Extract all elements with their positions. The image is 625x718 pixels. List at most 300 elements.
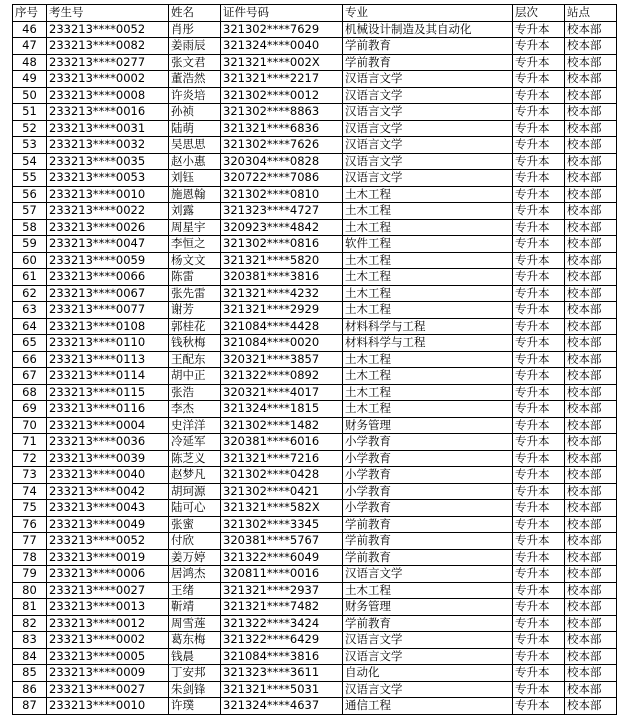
cell-level: 专升本 <box>513 434 565 451</box>
cell-site: 校本部 <box>565 417 617 434</box>
cell-name: 陈芝义 <box>169 450 221 467</box>
cell-name: 刘露 <box>169 203 221 220</box>
table-row <box>13 87 617 104</box>
cell-index: 78 <box>13 549 47 566</box>
cell-major: 土木工程 <box>343 401 513 418</box>
table-row <box>13 434 617 451</box>
table-row <box>13 549 617 566</box>
cell-level: 专升本 <box>513 302 565 319</box>
cell-site: 校本部 <box>565 269 617 286</box>
cell-exam-number: 233213****0059 <box>47 252 169 269</box>
cell-level: 专升本 <box>513 384 565 401</box>
cell-index: 73 <box>13 467 47 484</box>
cell-name: 王绪 <box>169 582 221 599</box>
cell-exam-number: 233213****0010 <box>47 186 169 203</box>
table-row <box>13 368 617 385</box>
cell-site: 校本部 <box>565 252 617 269</box>
cell-index: 54 <box>13 153 47 170</box>
cell-site: 校本部 <box>565 104 617 121</box>
table-row <box>13 302 617 319</box>
cell-major: 小学教育 <box>343 500 513 517</box>
cell-id-number: 320811****0016 <box>221 566 343 583</box>
cell-major: 汉语言文学 <box>343 71 513 88</box>
cell-exam-number: 233213****0019 <box>47 549 169 566</box>
cell-major: 土木工程 <box>343 203 513 220</box>
cell-exam-number: 233213****0042 <box>47 483 169 500</box>
cell-major: 汉语言文学 <box>343 87 513 104</box>
cell-site: 校本部 <box>565 186 617 203</box>
cell-exam-number: 233213****0113 <box>47 351 169 368</box>
cell-id-number: 321321****4232 <box>221 285 343 302</box>
cell-index: 76 <box>13 516 47 533</box>
header-col-id-number: 证件号码 <box>221 5 343 22</box>
cell-level: 专升本 <box>513 665 565 682</box>
cell-name: 胡中正 <box>169 368 221 385</box>
table-row <box>13 38 617 55</box>
cell-major: 财务管理 <box>343 417 513 434</box>
cell-id-number: 321322****6429 <box>221 632 343 649</box>
cell-exam-number: 233213****0008 <box>47 87 169 104</box>
cell-id-number: 320381****3816 <box>221 269 343 286</box>
cell-index: 60 <box>13 252 47 269</box>
cell-level: 专升本 <box>513 87 565 104</box>
cell-name: 胡珂源 <box>169 483 221 500</box>
cell-index: 50 <box>13 87 47 104</box>
table-row <box>13 483 617 500</box>
cell-site: 校本部 <box>565 549 617 566</box>
cell-site: 校本部 <box>565 203 617 220</box>
cell-name: 张浩 <box>169 384 221 401</box>
cell-site: 校本部 <box>565 54 617 71</box>
cell-major: 自动化 <box>343 665 513 682</box>
cell-major: 土木工程 <box>343 285 513 302</box>
cell-site: 校本部 <box>565 450 617 467</box>
cell-exam-number: 233213****0013 <box>47 599 169 616</box>
cell-level: 专升本 <box>513 368 565 385</box>
table-row <box>13 698 617 715</box>
cell-site: 校本部 <box>565 467 617 484</box>
cell-exam-number: 233213****0114 <box>47 368 169 385</box>
cell-id-number: 320722****7086 <box>221 170 343 187</box>
cell-id-number: 321321****6836 <box>221 120 343 137</box>
cell-exam-number: 233213****0002 <box>47 71 169 88</box>
cell-id-number: 321302****0421 <box>221 483 343 500</box>
cell-id-number: 320304****0828 <box>221 153 343 170</box>
table-row <box>13 285 617 302</box>
cell-exam-number: 233213****0022 <box>47 203 169 220</box>
cell-major: 学前教育 <box>343 533 513 550</box>
cell-name: 陈雷 <box>169 269 221 286</box>
cell-site: 校本部 <box>565 351 617 368</box>
cell-site: 校本部 <box>565 21 617 38</box>
cell-major: 材料科学与工程 <box>343 318 513 335</box>
cell-name: 赵小惠 <box>169 153 221 170</box>
table-row <box>13 615 617 632</box>
cell-level: 专升本 <box>513 71 565 88</box>
cell-site: 校本部 <box>565 698 617 715</box>
cell-id-number: 321302****7629 <box>221 21 343 38</box>
cell-id-number: 321302****0428 <box>221 467 343 484</box>
cell-exam-number: 233213****0027 <box>47 681 169 698</box>
cell-name: 许炎培 <box>169 87 221 104</box>
cell-id-number: 321321****2937 <box>221 582 343 599</box>
cell-site: 校本部 <box>565 120 617 137</box>
cell-site: 校本部 <box>565 87 617 104</box>
table-row <box>13 632 617 649</box>
table-row <box>13 236 617 253</box>
cell-name: 张先雷 <box>169 285 221 302</box>
cell-major: 学前教育 <box>343 54 513 71</box>
cell-name: 钱晨 <box>169 648 221 665</box>
cell-id-number: 321302****7626 <box>221 137 343 154</box>
cell-exam-number: 233213****0067 <box>47 285 169 302</box>
table-row <box>13 153 617 170</box>
cell-site: 校本部 <box>565 615 617 632</box>
cell-index: 71 <box>13 434 47 451</box>
cell-site: 校本部 <box>565 516 617 533</box>
cell-level: 专升本 <box>513 236 565 253</box>
cell-level: 专升本 <box>513 120 565 137</box>
table-row <box>13 252 617 269</box>
cell-level: 专升本 <box>513 54 565 71</box>
table-row <box>13 533 617 550</box>
cell-index: 81 <box>13 599 47 616</box>
cell-name: 吴思思 <box>169 137 221 154</box>
cell-exam-number: 233213****0035 <box>47 153 169 170</box>
cell-exam-number: 233213****0032 <box>47 137 169 154</box>
cell-major: 土木工程 <box>343 582 513 599</box>
table-row <box>13 681 617 698</box>
cell-exam-number: 233213****0039 <box>47 450 169 467</box>
cell-site: 校本部 <box>565 648 617 665</box>
cell-site: 校本部 <box>565 566 617 583</box>
cell-major: 汉语言文学 <box>343 153 513 170</box>
cell-name: 张文君 <box>169 54 221 71</box>
cell-name: 董浩然 <box>169 71 221 88</box>
table-row <box>13 186 617 203</box>
cell-name: 赵梦凡 <box>169 467 221 484</box>
cell-exam-number: 233213****0053 <box>47 170 169 187</box>
cell-index: 56 <box>13 186 47 203</box>
table-row <box>13 170 617 187</box>
table-row <box>13 384 617 401</box>
cell-exam-number: 233213****0036 <box>47 434 169 451</box>
cell-site: 校本部 <box>565 434 617 451</box>
table-row <box>13 137 617 154</box>
cell-site: 校本部 <box>565 219 617 236</box>
cell-id-number: 321084****4428 <box>221 318 343 335</box>
cell-level: 专升本 <box>513 467 565 484</box>
cell-index: 63 <box>13 302 47 319</box>
cell-index: 84 <box>13 648 47 665</box>
cell-name: 周星宇 <box>169 219 221 236</box>
cell-site: 校本部 <box>565 500 617 517</box>
cell-site: 校本部 <box>565 335 617 352</box>
cell-id-number: 321324****1815 <box>221 401 343 418</box>
cell-id-number: 321321****7216 <box>221 450 343 467</box>
table-row <box>13 104 617 121</box>
cell-site: 校本部 <box>565 71 617 88</box>
cell-id-number: 320321****3857 <box>221 351 343 368</box>
cell-index: 79 <box>13 566 47 583</box>
table-row <box>13 566 617 583</box>
cell-level: 专升本 <box>513 318 565 335</box>
cell-level: 专升本 <box>513 153 565 170</box>
cell-site: 校本部 <box>565 236 617 253</box>
cell-id-number: 320923****4842 <box>221 219 343 236</box>
cell-site: 校本部 <box>565 599 617 616</box>
cell-id-number: 321321****5031 <box>221 681 343 698</box>
cell-site: 校本部 <box>565 137 617 154</box>
cell-exam-number: 233213****0115 <box>47 384 169 401</box>
cell-index: 82 <box>13 615 47 632</box>
cell-exam-number: 233213****0047 <box>47 236 169 253</box>
table-row <box>13 599 617 616</box>
cell-exam-number: 233213****0006 <box>47 566 169 583</box>
cell-site: 校本部 <box>565 384 617 401</box>
cell-exam-number: 233213****0010 <box>47 698 169 715</box>
cell-major: 汉语言文学 <box>343 681 513 698</box>
cell-exam-number: 233213****0052 <box>47 533 169 550</box>
cell-site: 校本部 <box>565 170 617 187</box>
cell-level: 专升本 <box>513 450 565 467</box>
cell-exam-number: 233213****0110 <box>47 335 169 352</box>
cell-level: 专升本 <box>513 582 565 599</box>
cell-index: 57 <box>13 203 47 220</box>
cell-major: 汉语言文学 <box>343 648 513 665</box>
cell-id-number: 321323****4727 <box>221 203 343 220</box>
cell-index: 86 <box>13 681 47 698</box>
cell-index: 62 <box>13 285 47 302</box>
cell-id-number: 321322****6049 <box>221 549 343 566</box>
cell-id-number: 321302****0810 <box>221 186 343 203</box>
cell-level: 专升本 <box>513 483 565 500</box>
cell-level: 专升本 <box>513 186 565 203</box>
header-col-exam-number: 考生号 <box>47 5 169 22</box>
cell-site: 校本部 <box>565 483 617 500</box>
cell-level: 专升本 <box>513 549 565 566</box>
cell-major: 学前教育 <box>343 516 513 533</box>
cell-name: 史洋洋 <box>169 417 221 434</box>
cell-level: 专升本 <box>513 137 565 154</box>
cell-level: 专升本 <box>513 203 565 220</box>
cell-id-number: 321324****0040 <box>221 38 343 55</box>
cell-level: 专升本 <box>513 269 565 286</box>
table-row <box>13 54 617 71</box>
cell-site: 校本部 <box>565 302 617 319</box>
cell-name: 张蜜 <box>169 516 221 533</box>
table-row <box>13 665 617 682</box>
cell-exam-number: 233213****0040 <box>47 467 169 484</box>
cell-exam-number: 233213****0005 <box>47 648 169 665</box>
cell-level: 专升本 <box>513 615 565 632</box>
cell-name: 王配东 <box>169 351 221 368</box>
cell-id-number: 321321****2217 <box>221 71 343 88</box>
cell-exam-number: 233213****0116 <box>47 401 169 418</box>
cell-level: 专升本 <box>513 417 565 434</box>
cell-major: 汉语言文学 <box>343 632 513 649</box>
table-row <box>13 500 617 517</box>
cell-major: 学前教育 <box>343 549 513 566</box>
cell-id-number: 321084****0020 <box>221 335 343 352</box>
cell-level: 专升本 <box>513 21 565 38</box>
cell-name: 刘钰 <box>169 170 221 187</box>
cell-level: 专升本 <box>513 648 565 665</box>
cell-level: 专升本 <box>513 516 565 533</box>
cell-exam-number: 233213****0077 <box>47 302 169 319</box>
table-row <box>13 401 617 418</box>
cell-index: 80 <box>13 582 47 599</box>
cell-major: 软件工程 <box>343 236 513 253</box>
table-row <box>13 203 617 220</box>
cell-id-number: 321302****0816 <box>221 236 343 253</box>
cell-site: 校本部 <box>565 368 617 385</box>
cell-name: 朱剑锋 <box>169 681 221 698</box>
cell-level: 专升本 <box>513 566 565 583</box>
cell-id-number: 321302****8863 <box>221 104 343 121</box>
cell-level: 专升本 <box>513 335 565 352</box>
cell-name: 肖彤 <box>169 21 221 38</box>
table-row <box>13 582 617 599</box>
cell-exam-number: 233213****0002 <box>47 632 169 649</box>
cell-id-number: 321322****3424 <box>221 615 343 632</box>
cell-name: 郭桂花 <box>169 318 221 335</box>
cell-index: 53 <box>13 137 47 154</box>
cell-name: 李恒之 <box>169 236 221 253</box>
cell-index: 70 <box>13 417 47 434</box>
cell-id-number: 321321****5820 <box>221 252 343 269</box>
table-row <box>13 269 617 286</box>
cell-index: 59 <box>13 236 47 253</box>
cell-name: 付欣 <box>169 533 221 550</box>
cell-index: 85 <box>13 665 47 682</box>
cell-exam-number: 233213****0026 <box>47 219 169 236</box>
cell-name: 冷延军 <box>169 434 221 451</box>
cell-level: 专升本 <box>513 681 565 698</box>
cell-name: 姜雨辰 <box>169 38 221 55</box>
cell-index: 68 <box>13 384 47 401</box>
cell-index: 69 <box>13 401 47 418</box>
cell-major: 汉语言文学 <box>343 566 513 583</box>
cell-name: 钱秋梅 <box>169 335 221 352</box>
cell-name: 陆可心 <box>169 500 221 517</box>
cell-level: 专升本 <box>513 252 565 269</box>
table-row <box>13 71 617 88</box>
cell-name: 谢芳 <box>169 302 221 319</box>
cell-exam-number: 233213****0016 <box>47 104 169 121</box>
table-row <box>13 120 617 137</box>
cell-major: 汉语言文学 <box>343 170 513 187</box>
cell-index: 72 <box>13 450 47 467</box>
cell-index: 64 <box>13 318 47 335</box>
cell-site: 校本部 <box>565 285 617 302</box>
cell-major: 土木工程 <box>343 302 513 319</box>
cell-id-number: 321302****3345 <box>221 516 343 533</box>
cell-index: 77 <box>13 533 47 550</box>
cell-major: 土木工程 <box>343 252 513 269</box>
cell-name: 姜万婷 <box>169 549 221 566</box>
header-col-major: 专业 <box>343 5 513 22</box>
cell-major: 土木工程 <box>343 384 513 401</box>
cell-name: 李杰 <box>169 401 221 418</box>
cell-index: 75 <box>13 500 47 517</box>
cell-major: 材料科学与工程 <box>343 335 513 352</box>
cell-site: 校本部 <box>565 665 617 682</box>
table-body <box>13 21 617 714</box>
cell-id-number: 321302****1482 <box>221 417 343 434</box>
cell-exam-number: 233213****0049 <box>47 516 169 533</box>
table-row <box>13 351 617 368</box>
table-row <box>13 335 617 352</box>
cell-name: 陆萌 <box>169 120 221 137</box>
cell-level: 专升本 <box>513 285 565 302</box>
cell-site: 校本部 <box>565 153 617 170</box>
cell-name: 丁安邦 <box>169 665 221 682</box>
cell-index: 67 <box>13 368 47 385</box>
cell-level: 专升本 <box>513 533 565 550</box>
cell-level: 专升本 <box>513 599 565 616</box>
cell-id-number: 320321****4017 <box>221 384 343 401</box>
cell-major: 土木工程 <box>343 186 513 203</box>
header-col-level: 层次 <box>513 5 565 22</box>
cell-major: 土木工程 <box>343 351 513 368</box>
cell-exam-number: 233213****0027 <box>47 582 169 599</box>
cell-index: 51 <box>13 104 47 121</box>
cell-id-number: 321322****0892 <box>221 368 343 385</box>
cell-exam-number: 233213****0009 <box>47 665 169 682</box>
cell-exam-number: 233213****0052 <box>47 21 169 38</box>
cell-id-number: 321321****002X <box>221 54 343 71</box>
cell-major: 土木工程 <box>343 368 513 385</box>
cell-index: 58 <box>13 219 47 236</box>
cell-id-number: 321302****0012 <box>221 87 343 104</box>
cell-major: 土木工程 <box>343 269 513 286</box>
cell-site: 校本部 <box>565 632 617 649</box>
cell-index: 52 <box>13 120 47 137</box>
cell-id-number: 320381****6016 <box>221 434 343 451</box>
cell-exam-number: 233213****0066 <box>47 269 169 286</box>
cell-level: 专升本 <box>513 632 565 649</box>
cell-name: 周雪莲 <box>169 615 221 632</box>
cell-id-number: 321324****4637 <box>221 698 343 715</box>
cell-index: 49 <box>13 71 47 88</box>
cell-name: 靳靖 <box>169 599 221 616</box>
table-row <box>13 318 617 335</box>
cell-major: 财务管理 <box>343 599 513 616</box>
admission-list-table <box>12 4 617 715</box>
cell-major: 小学教育 <box>343 450 513 467</box>
table-row <box>13 450 617 467</box>
cell-exam-number: 233213****0108 <box>47 318 169 335</box>
cell-id-number: 321323****3611 <box>221 665 343 682</box>
table-row <box>13 516 617 533</box>
cell-exam-number: 233213****0004 <box>47 417 169 434</box>
cell-major: 通信工程 <box>343 698 513 715</box>
cell-index: 83 <box>13 632 47 649</box>
header-col-site: 站点 <box>565 5 617 22</box>
cell-index: 48 <box>13 54 47 71</box>
table-row <box>13 219 617 236</box>
cell-level: 专升本 <box>513 351 565 368</box>
cell-name: 杨文文 <box>169 252 221 269</box>
cell-id-number: 321321****2929 <box>221 302 343 319</box>
cell-major: 土木工程 <box>343 219 513 236</box>
cell-name: 施恩翰 <box>169 186 221 203</box>
header-col-name: 姓名 <box>169 5 221 22</box>
cell-id-number: 321321****582X <box>221 500 343 517</box>
cell-site: 校本部 <box>565 582 617 599</box>
cell-name: 葛东梅 <box>169 632 221 649</box>
